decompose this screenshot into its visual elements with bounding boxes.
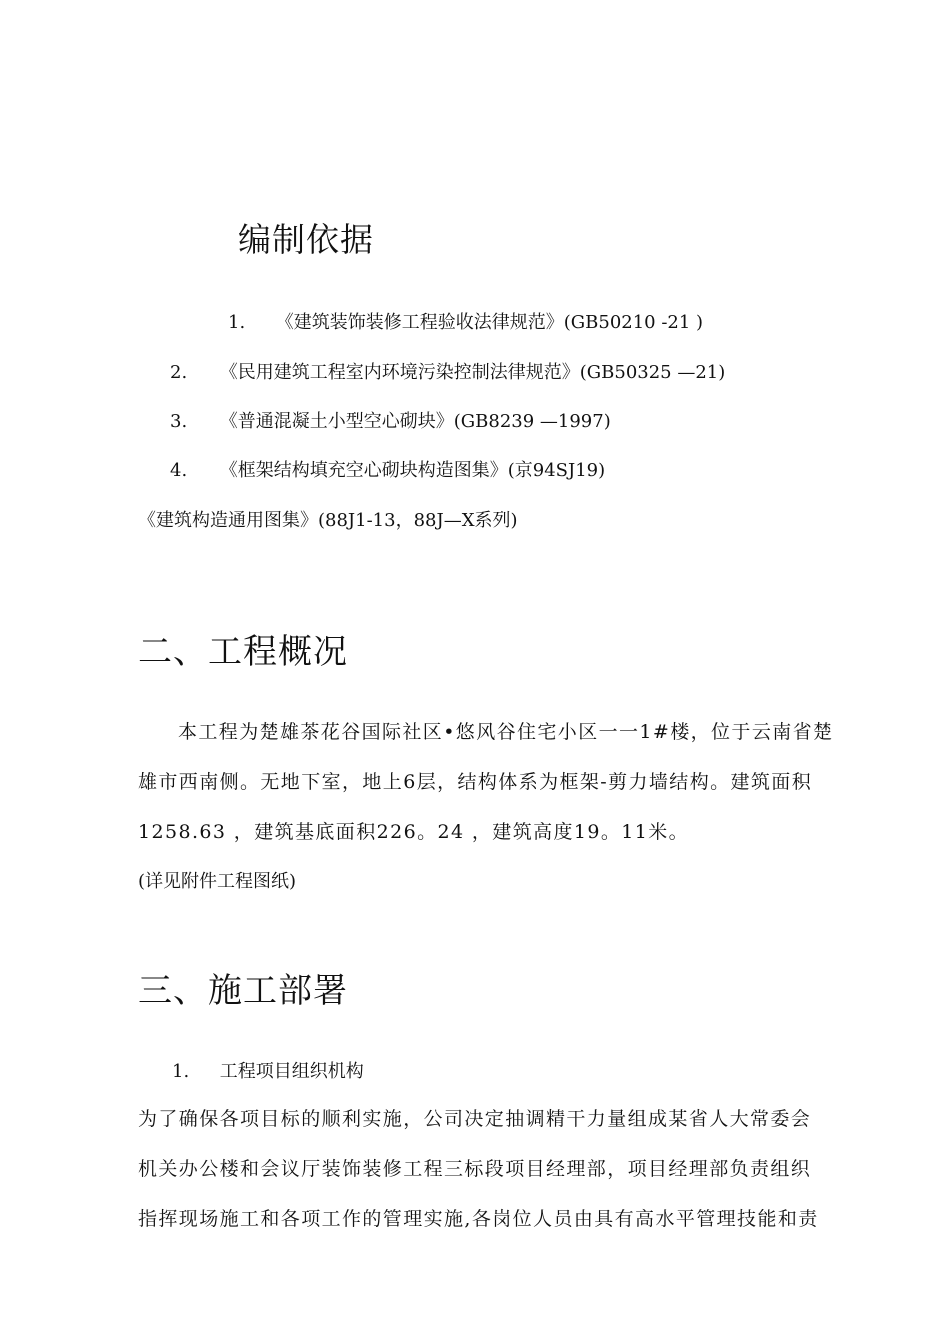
paragraph-line: 1258.63 ，建筑基底面积226。24 ，建筑高度19。11米。 (138, 821, 690, 843)
paragraph-line: 指挥现场施工和各项工作的管理实施,各岗位人员由具有高水平管理技能和责 (138, 1208, 819, 1230)
reference-number: 4. (170, 460, 188, 481)
drawing-note: (详见附件工程图纸) (138, 871, 297, 892)
reference-item (228, 308, 703, 334)
paragraph-line: 机关办公楼和会议厅装饰装修工程三标段项目经理部，项目经理部负责组织 (138, 1158, 812, 1180)
reference-number: 2. (170, 362, 188, 383)
reference-text: 《普通混凝土小型空心砌块》(GB8239 —1997) (219, 411, 611, 432)
reference-number: 1. (228, 312, 246, 333)
section-title-deployment: 三、施工部署 (138, 971, 348, 1011)
subitem-text: 工程项目组织机构 (219, 1061, 364, 1082)
reference-text: 《建筑装饰装修工程验收法律规范》(GB50210 -21 ) (275, 312, 704, 333)
reference-item (170, 456, 605, 482)
reference-text: 《框架结构填充空心砌块构造图集》(京94SJ19) (219, 460, 606, 481)
paragraph-line: 雄市西南侧。无地下室，地上6层，结构体系为框架-剪力墙结构。建筑面积 (138, 771, 813, 793)
reference-number: 3. (170, 411, 188, 432)
section-title-overview: 二、工程概况 (138, 632, 348, 672)
reference-item (170, 358, 725, 384)
subitem (172, 1057, 364, 1083)
reference-extra: 《建筑构造通用图集》(88J1-13，88J—X系列) (138, 510, 518, 531)
subitem-number: 1. (172, 1061, 190, 1082)
reference-item (170, 407, 611, 433)
section-title-basis: 编制依据 (238, 220, 374, 259)
reference-text: 《民用建筑工程室内环境污染控制法律规范》(GB50325 —21) (219, 362, 726, 383)
paragraph-line: 为了确保各项目标的顺利实施，公司决定抽调精干力量组成某省人大常委会 (138, 1108, 812, 1130)
paragraph-line: 本工程为楚雄茶花谷国际社区•悠风谷住宅小区一一1#楼，位于云南省楚 (178, 721, 834, 743)
